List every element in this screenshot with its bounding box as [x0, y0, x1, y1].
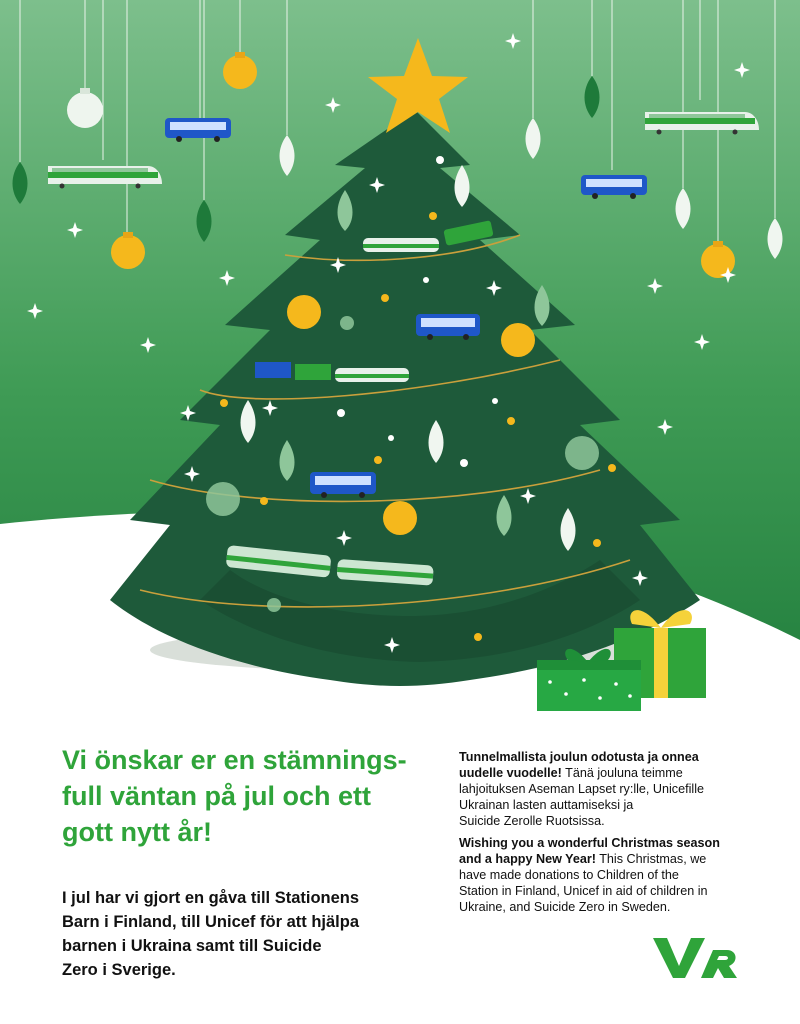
greeting-english — [459, 835, 759, 915]
greeting-finnish-lead: Tunnelmallista joulun odotusta ja onnea uudelle vuodelle! — [459, 750, 699, 780]
greeting-english-lead: Wishing you a wonderful Christmas season and a happy New Year! — [459, 836, 720, 866]
donation-text-swedish: I jul har vi gjort en gåva till Stationens Barn i Finland, till Unicef för att hjälpa barnen i Ukraina samt till Suicide Zero i Sverige. — [62, 889, 360, 979]
vr-logo — [653, 936, 739, 980]
greeting-finnish-body: Tänä jouluna teimme lahjoituksen Aseman Lapset ry:lle, Unicefille Ukrainan lasten auttamiseksi ja Suicide Zerolle Ruotsissa. — [459, 766, 705, 828]
greeting-finnish — [459, 749, 759, 829]
greeting-english-body: This Christmas, we have made donations to Children of the Station in Finland, Unicef in aid of children in Ukraine, and Suicide Zero in Sweden. — [459, 852, 708, 914]
headline-swedish: Vi önskar er en stämnings- full väntan på jul och ett gott nytt år! — [62, 745, 407, 847]
